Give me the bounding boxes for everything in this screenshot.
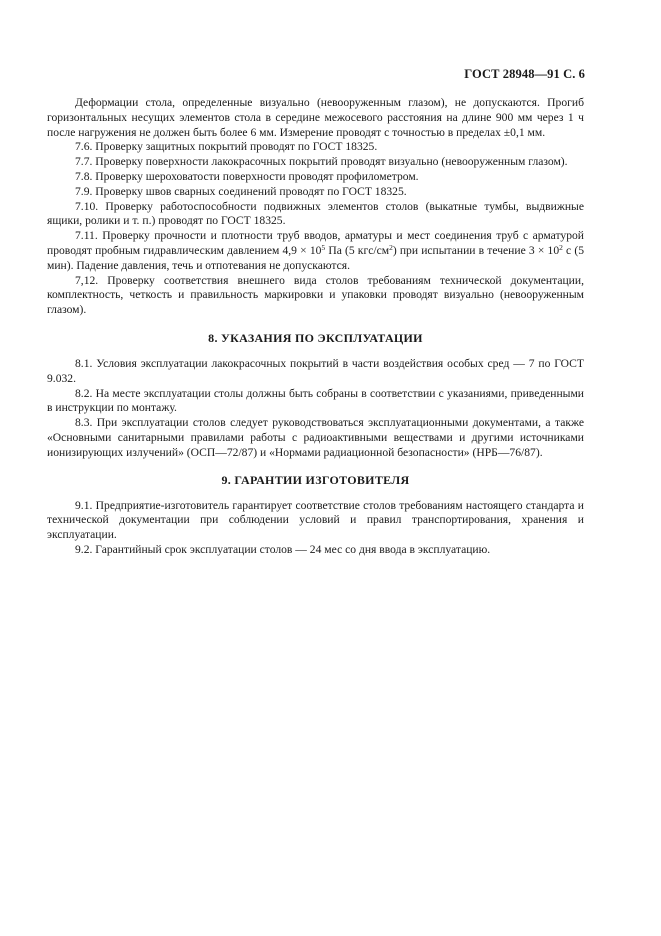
paragraph-7-10: 7.10. Проверку работоспособности подвижных элементов столов (выкатные тумбы, выдвижные ящики, ролики и т. п.) проводят по ГОСТ 18325. [47, 199, 584, 228]
paragraph-7-11 [47, 229, 584, 273]
section-9-heading: 9. ГАРАНТИИ ИЗГОТОВИТЕЛЯ [221, 472, 410, 487]
paragraph-deformation: Деформации стола, определенные визуально (невооруженным глазом), не допускаются. Прогиб горизонтальных несущих элементов стола в середине межосевого расстояния на длине 900 мм через 1 ч после нагружения не должен быть более 6 мм. Измерение проводят с точностью в пределах ±0,1 мм. [47, 96, 584, 139]
exponent-time: 2 [559, 242, 563, 252]
paragraph-8-2: 8.2. На месте эксплуатации столы должны быть собраны в соответствии с указаниями, приведенными в инструкции по монтажу. [47, 386, 584, 415]
document-body [47, 96, 584, 558]
page-header: ГОСТ 28948—91 С. 6 [464, 67, 585, 81]
exponent-pressure: 5 [321, 242, 326, 252]
paragraph-7-11-part-b: Па (5 кгс/см [325, 243, 390, 257]
paragraph-9-1: 9.1. Предприятие-изготовитель гарантирует соответствие столов требованиям настоящего стандарта и технической документации при соблюдении условий и правил транспортирования, хранения и эксплуатации. [47, 498, 584, 542]
section-8-heading: 8. УКАЗАНИЯ ПО ЭКСПЛУАТАЦИИ [208, 330, 423, 345]
paragraph-7-9: 7.9. Проверку швов сварных соединений проводят по ГОСТ 18325. [75, 184, 407, 198]
paragraph-7-11-part-a: 7.11. Проверку прочности и плотности труб вводов, арматуры и мест соединения труб с арматурой проводят пробным гидравлическим давлением 4,9 × 10 [47, 229, 584, 257]
paragraph-7-7: 7.7. Проверку поверхности лакокрасочных покрытий проводят визуально (невооруженным глазом). [75, 155, 568, 169]
paragraph-7-8: 7.8. Проверку шероховатости поверхности проводят профилометром. [75, 169, 419, 183]
paragraph-8-3: 8.3. При эксплуатации столов следует руководствоваться эксплуатационными документами, а также «Основными санитарными правилами работы с радиоактивными веществами и другими источниками ионизирующих излучений» (ОСП—72/87) и «Нормами радиационной безопасности» (НРБ—76/87). [47, 416, 584, 459]
exponent-area: 2 [389, 242, 393, 252]
paragraph-7-11-part-d: с (5 мин). Падение давления, течь и отпотевания не допускаются. [47, 243, 585, 272]
paragraph-8-1: 8.1. Условия эксплуатации лакокрасочных покрытий в части воздействия особых сред — 7 по ГОСТ 9.032. [47, 356, 584, 385]
paragraph-7-11-part-c: ) при испытании в течение 3 × 10 [392, 243, 560, 257]
paragraph-7-12: 7,12. Проверку соответствия внешнего вида столов требованиям технической документации, комплектность, четкость и правильность маркировки и упаковки проводят визуально (невооруженным глазом). [47, 273, 584, 317]
paragraph-7-6: 7.6. Проверку защитных покрытий проводят по ГОСТ 18325. [75, 140, 378, 154]
paragraph-9-2: 9.2. Гарантийный срок эксплуатации столов — 24 мес со дня ввода в эксплуатацию. [75, 542, 491, 556]
